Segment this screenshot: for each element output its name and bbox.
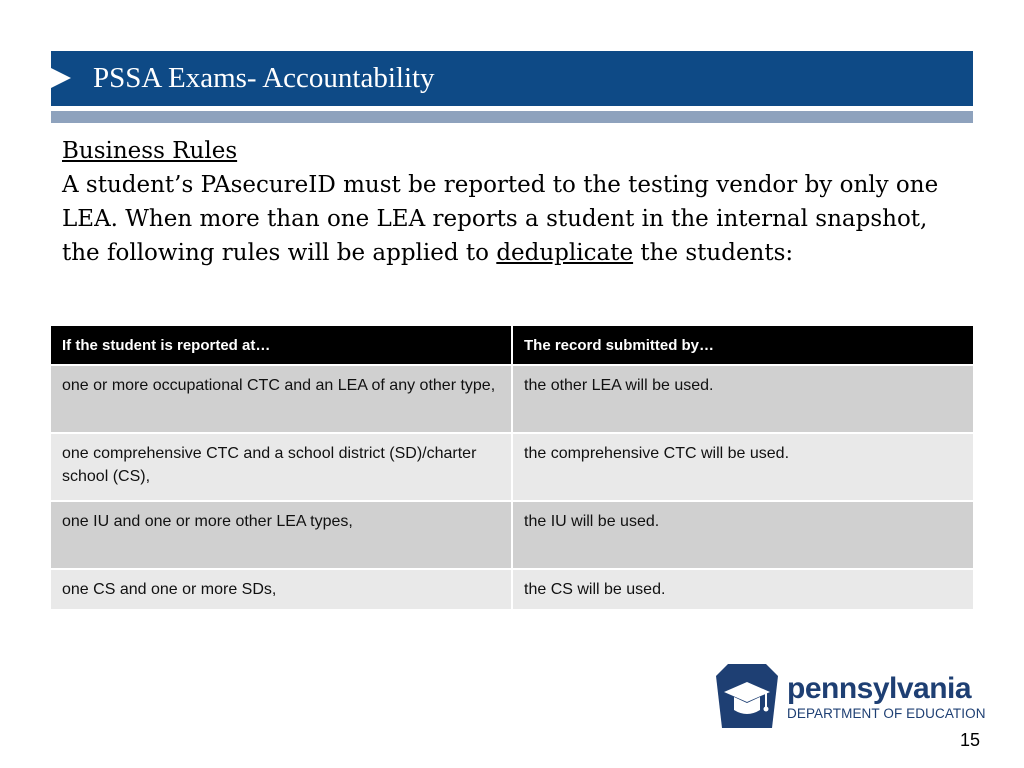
column-header-record-submitted-by: The record submitted by… — [512, 326, 973, 365]
table-row — [51, 569, 973, 609]
table-cell-record-submitted-by: the CS will be used. — [512, 569, 973, 609]
table-cell-record-submitted-by: the comprehensive CTC will be used. — [512, 433, 973, 501]
table-cell-reported-at: one or more occupational CTC and an LEA of any other type, — [51, 365, 512, 433]
table-header-row — [51, 326, 973, 365]
table-cell-record-submitted-by: the IU will be used. — [512, 501, 973, 569]
column-header-reported-at: If the student is reported at… — [51, 326, 512, 365]
deduplication-rules-table — [51, 326, 973, 609]
table-cell-reported-at: one IU and one or more other LEA types, — [51, 501, 512, 569]
table-row — [51, 501, 973, 569]
table-cell-record-submitted-by: the other LEA will be used. — [512, 365, 973, 433]
table-cell-reported-at: one comprehensive CTC and a school district (SD)/charter school (CS), — [51, 433, 512, 501]
rules-text-start: A student’s PAsecureID must be reported to the testing vendor by only one LEA. When more than one LEA reports a student in the internal snapshot, the following rules will be applied to — [62, 172, 939, 266]
table-row — [51, 365, 973, 433]
bullet-arrow-icon — [51, 68, 71, 88]
business-rules-text — [62, 172, 938, 266]
deduplicate-term: deduplicate — [496, 240, 634, 266]
logo-wordmark: pennsylvania — [787, 672, 972, 705]
logo-subtitle: DEPARTMENT OF EDUCATION — [787, 706, 986, 721]
page-number: 15 — [959, 730, 981, 750]
slide-title: PSSA Exams- Accountability — [93, 62, 435, 94]
business-rules-heading: Business Rules — [62, 138, 238, 164]
business-rules-section — [62, 134, 972, 270]
title-divider — [51, 111, 973, 123]
table-cell-reported-at: one CS and one or more SDs, — [51, 569, 512, 609]
rules-text-end: the students: — [633, 240, 794, 266]
table-row — [51, 433, 973, 501]
